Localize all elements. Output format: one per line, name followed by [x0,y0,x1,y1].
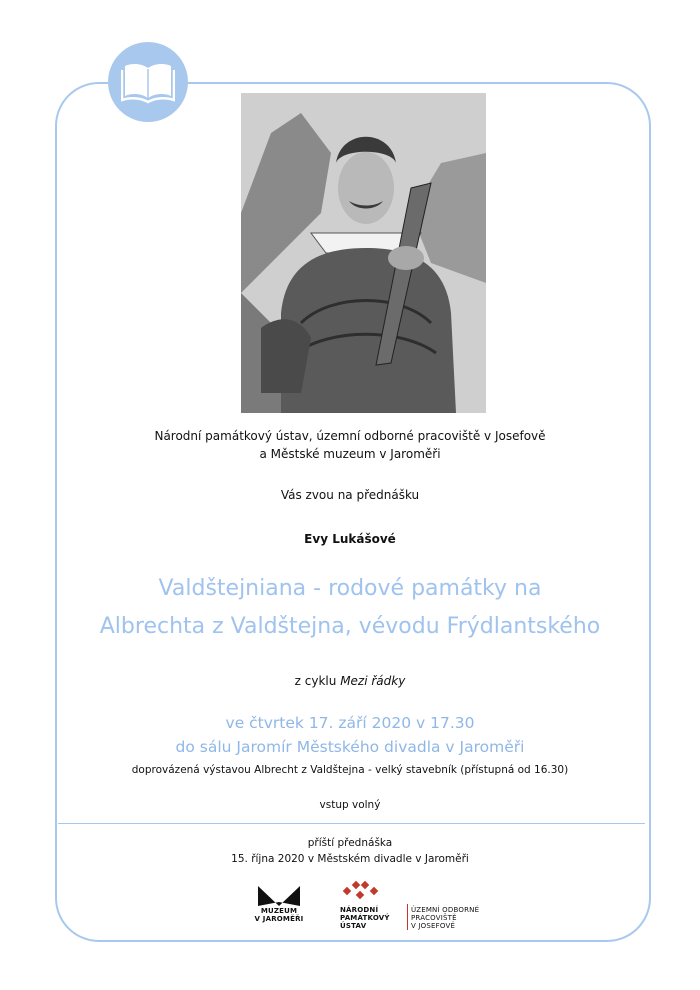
lecture-title-line-1: Valdštejniana - rodové památky na [158,576,542,601]
npu-branch-text: ÚZEMNÍ ODBORNÉ PRACOVIŠTĚ V JOSEFOVĚ [411,906,480,930]
organizer-line-2: a Městské muzeum v Jaroměři [259,447,441,461]
next-lecture-details: 15. října 2020 v Městském divadle v Jaroměři [231,853,469,865]
event-venue: do sálu Jaromír Městského divadla v Jaroměři [175,738,525,756]
next-lecture-label: příští přednáška [307,837,393,849]
organizer-line-1: Národní památkový ústav, územní odborné pracoviště v Josefově [154,429,546,443]
npu-separator [407,904,408,930]
cycle-prefix: z cyklu [294,674,337,688]
speaker-name: Evy Lukášové [304,532,396,546]
portrait-engraving [241,93,486,413]
book-badge [108,42,188,122]
invitation-text: Vás zvou na přednášku [280,488,420,502]
npu-logo-text: NÁRODNÍ PAMÁTKOVÝ ÚSTAV [340,906,390,930]
exhibition-note: doprovázená výstavou Albrecht z Valdštejna - velký stavebník (přístupná od 16.30) [131,764,569,776]
open-book-icon [121,60,175,104]
admission-note: vstup volný [319,799,381,811]
event-date: ve čtvrtek 17. září 2020 v 17.30 [225,714,475,732]
cycle-line [0,672,700,690]
divider [58,823,645,824]
npu-logo-icon [342,878,380,902]
museum-logo-text: MUZEUM V JAROMĚŘI [254,907,304,923]
cycle-name: Mezi řádky [340,674,406,688]
lecture-title-line-2: Albrechta z Valdštejna, vévodu Frýdlantského [99,614,601,639]
